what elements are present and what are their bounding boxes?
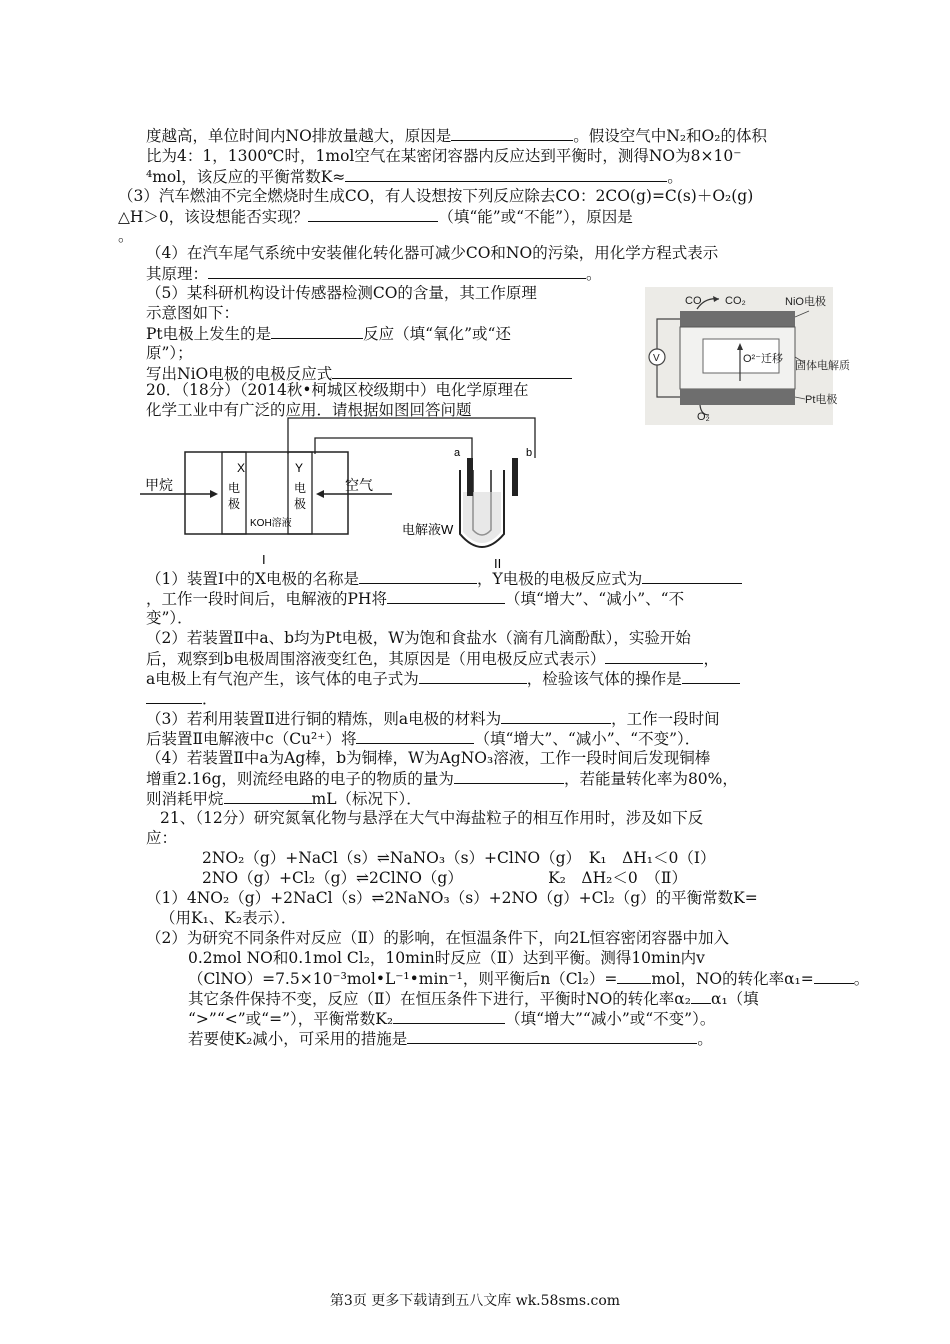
a-label: a [454,447,461,459]
text-line: 变”）． [146,609,193,627]
y-dian-label: 电 [294,481,307,495]
text-line: （ClNO）=7.5×10⁻³mol•L⁻¹•min⁻¹，则平衡后n（Cl₂）= mol，NO的转化率α₁= 。 [188,970,870,988]
electrode-b [512,458,518,496]
text-line: 20．（18分）（2014秋•柯城区校级期中）电化学原理在 [146,381,529,399]
text-line: 化学工业中有广泛的应用．请根据如图回答问题 [146,401,472,419]
text-line: 示意图如下： [146,304,240,322]
text-line: （5）某科研机构设计传感器检测CO的含量，其工作原理 [146,284,537,302]
co-label: CO [685,295,702,307]
x-dian-label: 电 [228,481,241,495]
x-ji-label: 极 [228,497,241,511]
o2-label: O₂ [697,411,710,423]
text-line: （1）4NO₂（g）+2NaCl（s）⇌2NaNO₃（s）+2NO（g）+Cl₂（g）的平衡常数K= [146,889,758,907]
text-line: 原”）； [146,344,193,362]
text-line: 则消耗甲烷 mL（标况下）． [146,790,422,808]
text-line: （3）若利用装置Ⅱ进行铜的精炼，则a电极的材料为 ，工作一段时间 [146,710,720,728]
text-line: 后，观察到b电极周围溶液变红色，其原因是（用电极反应式表示） ， [146,650,719,668]
nio-label: NiO电极 [785,296,826,308]
nio-electrode [680,311,795,327]
equation-1: 2NO₂（g）+NaCl（s）⇌NaNO₃（s）+ClNO（g） K₁ ΔH₁＜0（Ⅰ） [202,849,716,867]
text-line: 增重2.16g，则流经电路的电子的物质的量为 ，若能量转化率为80%， [146,770,738,788]
device-1-label: I [262,552,266,567]
text-line: 其它条件保持不变，反应（Ⅱ）在恒压条件下进行，平衡时NO的转化率α₂ α₁（填 [188,990,759,1008]
text-line: 。 [118,227,134,245]
text-line: △H＞0，该设想能否实现？ （填“能”或“不能”），原因是 [118,208,633,226]
text-line: “>”“<”或“=”），平衡常数K₂ （填“增大”“减小”或“不变”）。 [188,1010,716,1028]
air-label: 空气 [345,477,373,493]
pt-electrode [680,389,795,405]
electrode-a [467,458,473,496]
koh-label: KOH溶液 [250,518,292,529]
b-label: b [526,447,533,459]
text-line: （4）若装置Ⅱ中a为Ag棒，b为铜棒，W为AgNO₃溶液，工作一段时间后发现铜棒 [146,749,711,767]
text-line: ⁴mol，该反应的平衡常数K≈ 。 [146,168,683,186]
y-label: Y [295,461,304,475]
x-label: X [237,461,246,475]
text-line: （4）在汽车尾气系统中安装催化转化器可减少CO和NO的污染，用化学方程式表示 [146,244,719,262]
text-line: （2）为研究不同条件对反应（Ⅱ）的影响，在恒温条件下，向2L恒容密闭容器中加入 [146,929,730,947]
text-line: 写出NiO电极的电极反应式 [146,363,572,384]
text-line: 后装置Ⅱ电解液中c（Cu²⁺）将 （填“增大”、“减小”、“不变”）． [146,730,701,748]
text-line: a电极上有气泡产生，该气体的电子式为 ，检验该气体的操作是 [146,668,740,689]
text-line: 0.2mol NO和0.1mol Cl₂，10min时反应（Ⅱ）达到平衡。测得10min内v [188,949,705,967]
text-line: 应： [146,829,178,847]
y-ji-label: 极 [294,497,307,511]
methane-label: 甲烷 [145,477,173,493]
text-line: （用K₁、K₂表示）． [160,909,297,927]
text-line: 度越高，单位时间内NO排放量越大，原因是 。假设空气中N₂和O₂的体积 [146,127,767,145]
text-line: 21、（12分）研究氮氧化物与悬浮在大气中海盐粒子的相互作用时，涉及如下反 [160,809,704,827]
migrate-label: O²⁻迁移 [743,353,784,365]
equation-2: 2NO（g）+Cl₂（g）⇌2ClNO（g） K₂ ΔH₂＜0 （Ⅱ） [202,869,687,887]
inner-wire [315,438,472,458]
device-2-label: II [494,556,502,571]
text-line: 其原理： 。 [146,265,602,283]
text-line: 比为4：1，1300℃时，1mol空气在某密闭容器内反应达到平衡时，测得NO为8×10⁻ [146,147,742,165]
text-line: Pt电极上发生的是 反应（填“氧化”或“还 [146,325,511,343]
text-line: （1）装置Ⅰ中的X电极的名称是 ，Y电极的电极反应式为 [146,568,742,589]
electrolyte-w-label: 电解液W [402,522,454,537]
co2-label: CO₂ [725,295,746,307]
page-footer: 第3页 更多下载请到五八文库 wk.58sms.com [329,1293,621,1309]
text-line: （3）汽车燃油不完全燃烧时生成CO，有人设想按下列反应除去CO：2CO(g)=C(s)＋O₂(g) [118,187,754,205]
electrolyte-label: 固体电解质 [795,360,850,372]
pt-label: Pt电极 [805,394,838,406]
text-line: 若要使K₂减小，可采用的措施是 。 [188,1030,713,1048]
text-line: （2）若装置Ⅱ中a、b均为Pt电极，W为饱和食盐水（滴有几滴酚酞），实验开始 [146,629,691,647]
co-sensor-diagram [645,287,850,425]
voltmeter-label: V [653,353,660,364]
text-line: ，工作一段时间后，电解液的PH将 （填“增大”、“减小”、“不 [146,590,685,608]
text-line: ． [146,688,218,709]
electrochem-apparatus-diagram [140,412,560,570]
